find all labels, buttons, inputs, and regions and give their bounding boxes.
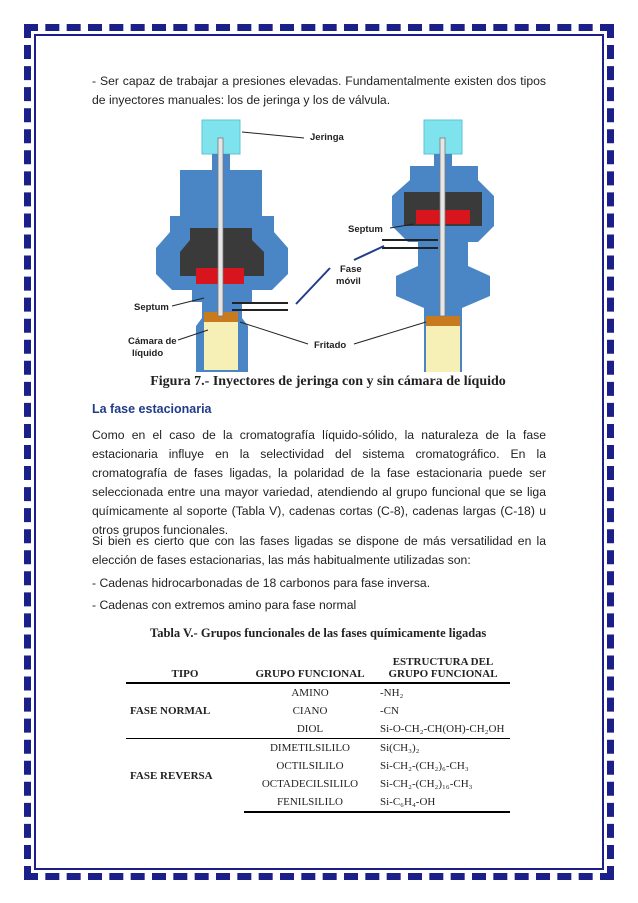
- estructura-cell: -CN: [380, 705, 399, 717]
- table-row: [126, 739, 510, 758]
- intro-paragraph: - Ser capaz de trabajar a presiones elevadas. Fundamentalmente existen dos tipos de inyectores manuales: los de jeringa y los de válvula.: [92, 74, 546, 107]
- estructura-cell: Si-O-CH₂-CH(OH)-CH₂OH: [380, 723, 505, 735]
- section-heading: La fase estacionaria: [92, 402, 212, 416]
- header-estructura-line1: ESTRUCTURA DEL: [392, 656, 494, 668]
- fase-label-1: Fase: [340, 264, 362, 275]
- bullet-2: - Cadenas con extremos amino para fase normal: [92, 598, 357, 612]
- functional-groups-table: [126, 654, 510, 813]
- header-grupo: GRUPO FUNCIONAL: [255, 668, 365, 680]
- injector-without-chamber: [382, 120, 494, 372]
- septum-right-label: Septum: [348, 224, 383, 235]
- table-title: Tabla V.- Grupos funcionales de las fases químicamente ligadas: [150, 626, 487, 640]
- injector-figure: [92, 108, 546, 408]
- septum-left-label: Septum: [134, 302, 169, 313]
- estructura-cell: Si(CH₃)₂: [376, 739, 510, 758]
- grupo-cell: DIMETILSILILO: [244, 739, 376, 758]
- header-estructura-line2: GRUPO FUNCIONAL: [388, 668, 498, 680]
- table-row: [126, 683, 510, 702]
- grupo-cell: CIANO: [292, 705, 328, 717]
- tipo-reversa: FASE REVERSA: [126, 739, 244, 813]
- grupo-cell: OCTILSILILO: [276, 760, 344, 772]
- paragraph-1: Como en el caso de la cromatografía líquido-sólido, la naturaleza de la fase estacionaria influye en la selectividad del sistema cromatográfico. En la cromatografía de fases ligadas, la polaridad de la fase estacionaria puede ser seleccionada entre una mayor variedad, atendiendo al grupo funcional que se liga químicamente al soporte (Tabla V), cadenas cortas (C-8), cadenas largas (C-18) u otros grupos funcionales.: [92, 428, 546, 537]
- tipo-normal: FASE NORMAL: [130, 705, 211, 717]
- camara-label-2: líquido: [132, 348, 164, 359]
- grupo-cell: AMINO: [291, 687, 329, 699]
- grupo-cell: OCTADECILSILILO: [261, 778, 359, 790]
- header-tipo: TIPO: [171, 668, 199, 680]
- estructura-cell: Si-CH₂-(CH₂)₁₆-CH₃: [380, 778, 473, 790]
- fritado-label: Fritado: [314, 340, 347, 351]
- jeringa-label: Jeringa: [310, 132, 344, 143]
- estructura-cell: Si-C₆H₄-OH: [376, 793, 510, 812]
- paragraph-2: Si bien es cierto que con las fases ligadas se dispone de más versatilidad en la elección de fases estacionarias, las más habitualmente utilizadas son:: [92, 534, 546, 567]
- bullet-1: - Cadenas hidrocarbonadas de 18 carbonos para fase inversa.: [92, 576, 431, 590]
- header-estructura: [376, 654, 510, 683]
- estructura-cell: Si-CH₂-(CH₂)₆-CH₃: [380, 760, 469, 772]
- camara-label-1: Cámara de: [128, 336, 177, 347]
- injector-with-chamber: [156, 120, 288, 372]
- estructura-cell: -NH₂: [380, 687, 404, 699]
- grupo-cell: FENILSILILO: [244, 793, 376, 812]
- fase-label-2: móvil: [336, 276, 361, 287]
- figure-caption: Figura 7.- Inyectores de jeringa con y sin cámara de líquido: [150, 374, 506, 389]
- grupo-cell: DIOL: [296, 723, 324, 735]
